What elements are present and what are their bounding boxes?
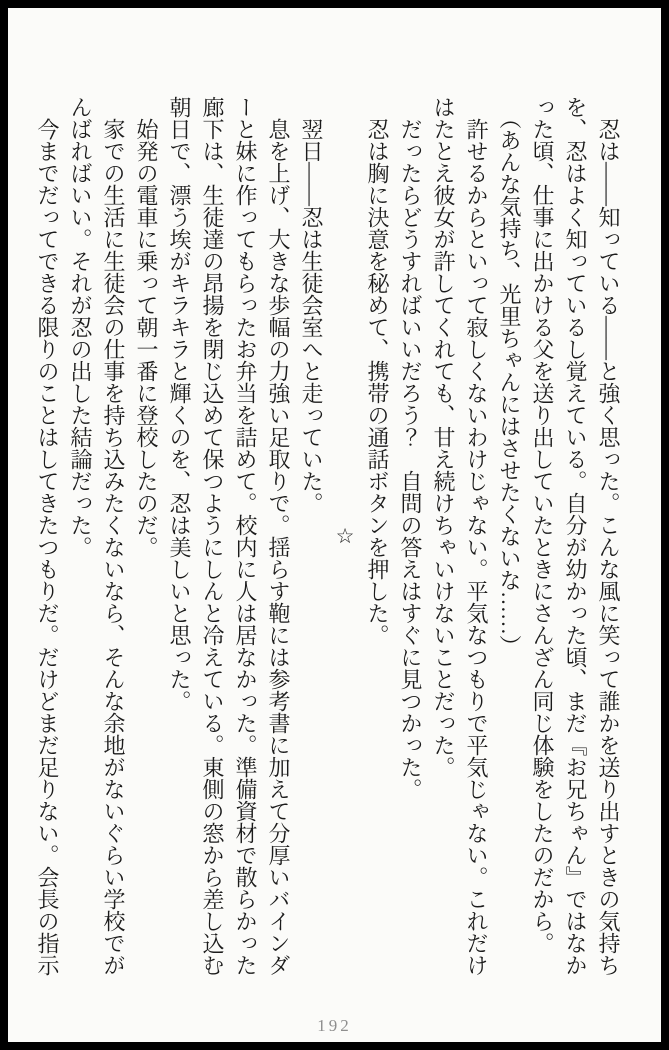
page-number: 192 xyxy=(317,1016,352,1035)
text-line: 息を上げ、大きな歩幅の力強い足取りで。揺らす鞄には参考書に加えて分厚いバインダ xyxy=(266,96,291,976)
text-line: 朝日で、漂う埃がキラキラと輝くのを、忍は美しいと思った。 xyxy=(167,96,192,712)
text-line: んばればいい。それが忍の出した結論だった。 xyxy=(68,96,93,558)
text-line: 始発の電車に乗って朝一番に登校したのだ。 xyxy=(134,96,159,558)
text-line: 家での生活に生徒会の仕事を持ち込みたくないなら、そんな余地がないぐらい学校でが xyxy=(101,96,126,976)
text-line: 忍は――知っている――と強く思った。こんな風に笑って誰かを送り出すときの気持ち xyxy=(596,96,621,976)
text-line: はたとえ彼女が許してくれても、甘え続けちゃいけないことだった。 xyxy=(431,96,456,778)
text-line: ーと妹に作ってもらったお弁当を詰めて。校内に人は居なかった。準備資材で散らかった xyxy=(233,96,258,976)
text-line: 今までだってできる限りのことはしてきたつもりだ。だけどまだ足りない。会長の指示 xyxy=(35,96,60,976)
section-divider-star: ☆ xyxy=(333,524,357,548)
vertical-text-block xyxy=(31,96,625,976)
text-line: 許せるからといって寂しくないわけじゃない。平気なつもりで平気じゃない。これだけ xyxy=(464,96,489,976)
text-line: を、忍はよく知っているし覚えている。自分が幼かった頃、まだ『お兄ちゃん』ではなか xyxy=(563,96,588,976)
text-line: 廊下は、生徒達の昂揚を閉じ込めて保つようにしんと冷えている。東側の窓から差し込む xyxy=(200,96,225,976)
text-line: だったらどうすればいいだろう？ 自問の答えはすぐに見つかった。 xyxy=(398,96,423,800)
text-line: った頃、仕事に出かける父を送り出していたときにさんざん同じ体験をしたのだから。 xyxy=(530,96,555,954)
text-line: （あんな気持ち、光里ちゃんにはさせたくないな……） xyxy=(497,96,522,657)
text-line: 翌日――忍は生徒会室へと走っていた。 xyxy=(299,96,324,514)
text-line: 忍は胸に決意を秘めて、携帯の通話ボタンを押した。 xyxy=(365,96,390,646)
